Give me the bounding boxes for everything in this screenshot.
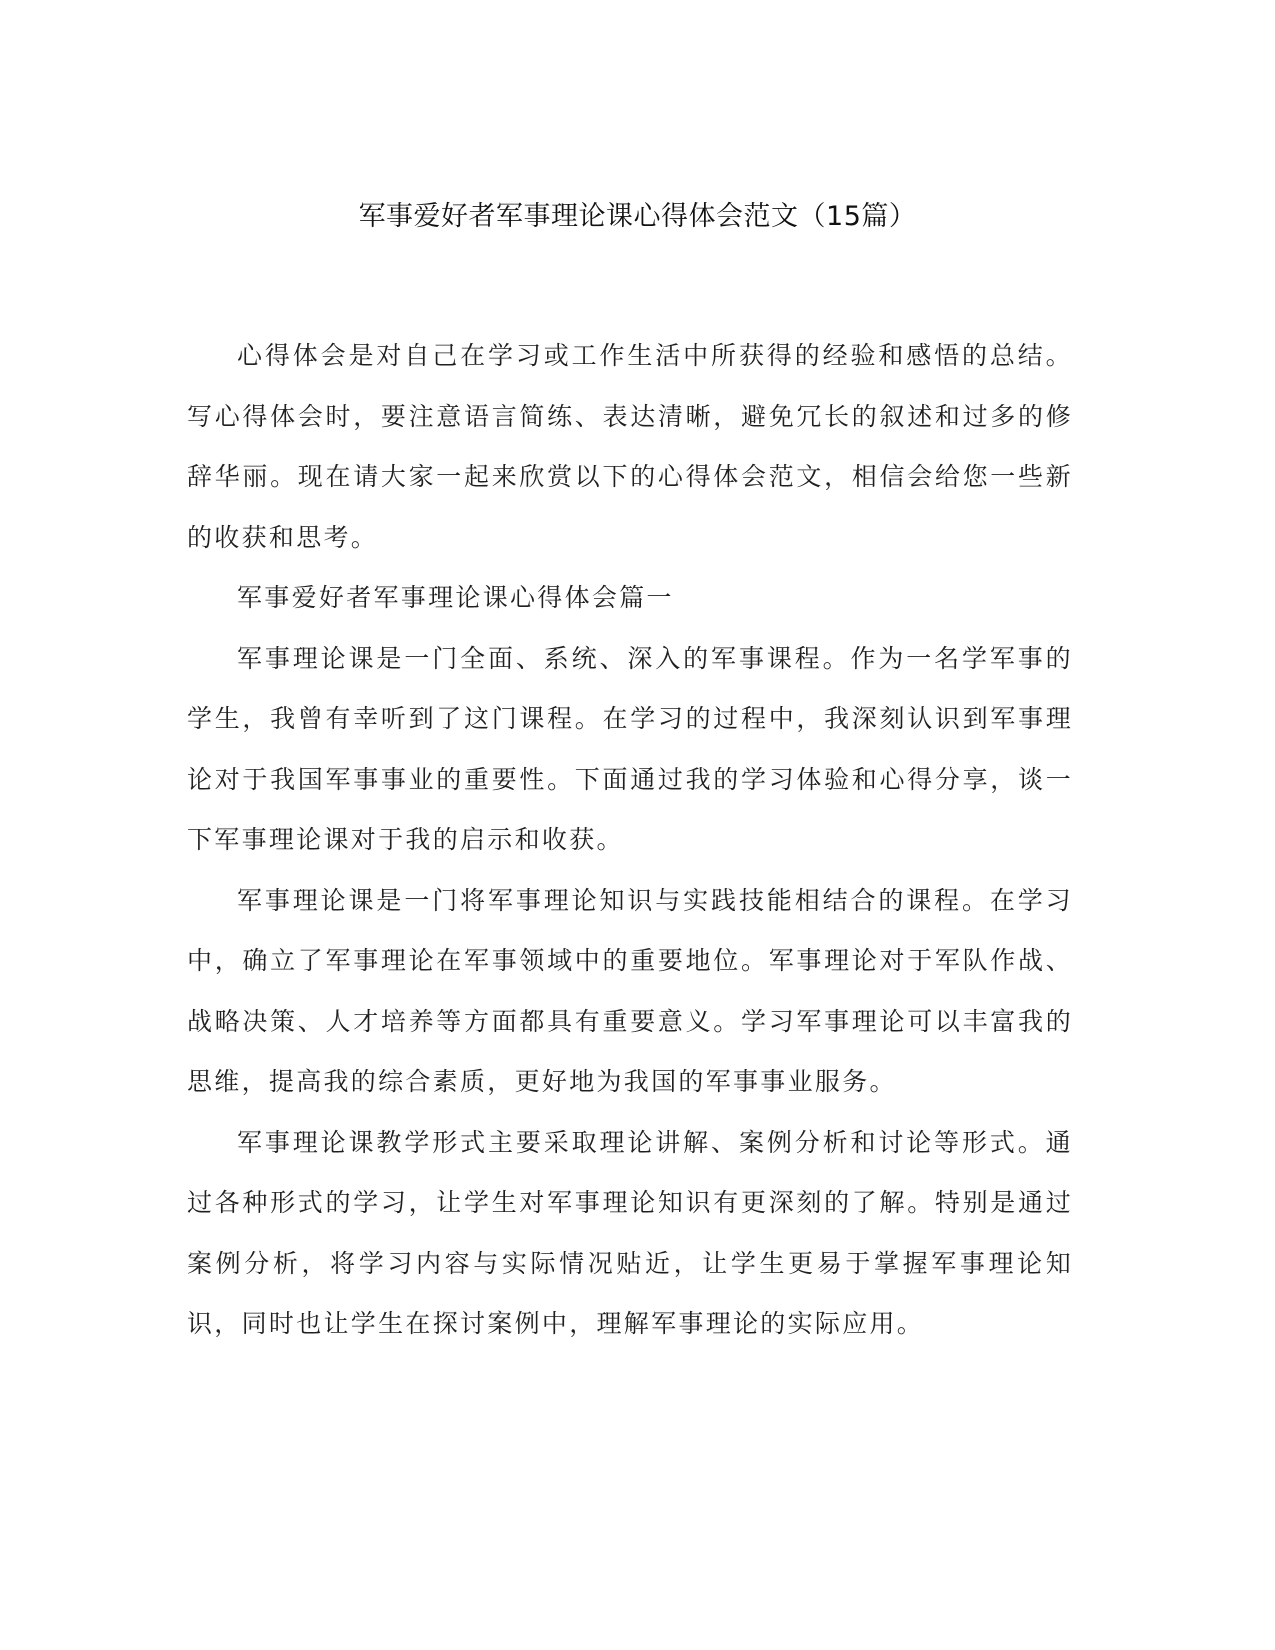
document-title: 军事爱好者军事理论课心得体会范文（15篇）	[358, 201, 917, 232]
intro-paragraph: 心得体会是对自己在学习或工作生活中所获得的经验和感悟的总结。写心得体会时，要注意语言简练、表达清晰，避免冗长的叙述和过多的修辞华丽。现在请大家一起来欣赏以下的心得体会范文，相信会给您一些新的收获和思考。	[187, 341, 1073, 552]
body-paragraph-1: 军事理论课是一门全面、系统、深入的军事课程。作为一名学军事的学生，我曾有幸听到了这门课程。在学习的过程中，我深刻认识到军事理论对于我国军事事业的重要性。下面通过我的学习体验和心得分享，谈一下军事理论课对于我的启示和收获。	[187, 643, 1073, 854]
body-paragraph-3: 军事理论课教学形式主要采取理论讲解、案例分析和讨论等形式。通过各种形式的学习，让学生对军事理论知识有更深刻的了解。特别是通过案例分析，将学习内容与实际情况贴近，让学生更易于掌握军事理论知识，同时也让学生在探讨案例中，理解军事理论的实际应用。	[187, 1127, 1073, 1338]
section-heading: 军事爱好者军事理论课心得体会篇一	[237, 583, 674, 612]
body-paragraph-2: 军事理论课是一门将军事理论知识与实践技能相结合的课程。在学习中，确立了军事理论在军事领域中的重要地位。军事理论对于军队作战、战略决策、人才培养等方面都具有重要意义。学习军事理论可以丰富我的思维，提高我的综合素质，更好地为我国的军事事业服务。	[187, 885, 1073, 1096]
document-body	[187, 326, 1073, 1355]
